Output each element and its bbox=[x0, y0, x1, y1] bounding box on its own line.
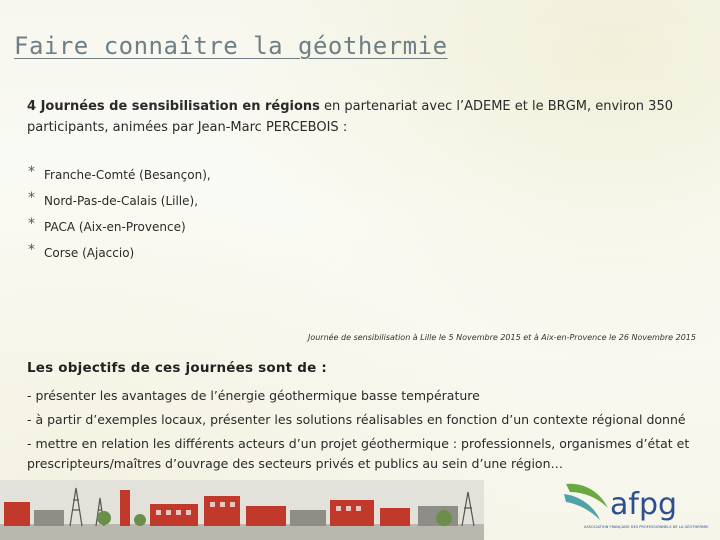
asterisk-bullet-icon: * bbox=[28, 216, 35, 232]
intro-rest: en partenariat avec l’ADEME et le BRGM, environ 350 participants, animées par Jean-Marc PERCEBOIS : bbox=[27, 99, 673, 135]
list-item bbox=[28, 240, 211, 266]
list-item bbox=[28, 188, 211, 214]
asterisk-bullet-icon: * bbox=[28, 190, 35, 206]
logo-tagline: ASSOCIATION FRANÇAISE DES PROFESSIONNELS DE LA GÉOTHERMIE bbox=[584, 525, 709, 529]
region-label: Nord-Pas-de-Calais (Lille), bbox=[44, 194, 199, 208]
list-item bbox=[28, 214, 211, 240]
photo-caption: Journée de sensibilisation à Lille le 5 Novembre 2015 et à Aix-en-Provence le 26 Novembre 2015 bbox=[307, 333, 696, 342]
afpg-logo-graphic bbox=[560, 478, 710, 534]
logo-text: afpg bbox=[610, 487, 678, 522]
asterisk-bullet-icon: * bbox=[28, 164, 35, 180]
objective-item: - mettre en relation les différents acteurs d’un projet géothermique : professionnels, organismes d’état et prescripteurs/maîtres d’ouvrage des secteurs privés et publics au sein d’une région… bbox=[27, 436, 690, 471]
region-label: Corse (Ajaccio) bbox=[44, 246, 135, 260]
city-skyline-illustration bbox=[0, 480, 484, 540]
objectives-heading: Les objectifs de ces journées sont de : bbox=[27, 360, 327, 376]
list-item bbox=[28, 162, 211, 188]
intro-paragraph bbox=[27, 96, 707, 138]
intro-bold: 4 Journées de sensibilisation en régions bbox=[27, 99, 320, 114]
regions-list bbox=[28, 162, 211, 266]
illustration-banner bbox=[0, 480, 484, 540]
objective-item: - à partir d’exemples locaux, présenter les solutions réalisables en fonction d’un contexte régional donné bbox=[27, 412, 686, 427]
region-label: Franche-Comté (Besançon), bbox=[44, 168, 211, 182]
asterisk-bullet-icon: * bbox=[28, 242, 35, 258]
objective-item: - présenter les avantages de l’énergie géothermique basse température bbox=[27, 388, 480, 403]
region-label: PACA (Aix-en-Provence) bbox=[44, 220, 186, 234]
afpg-logo bbox=[560, 478, 710, 534]
slide-title: Faire connaître la géothermie bbox=[14, 32, 448, 60]
